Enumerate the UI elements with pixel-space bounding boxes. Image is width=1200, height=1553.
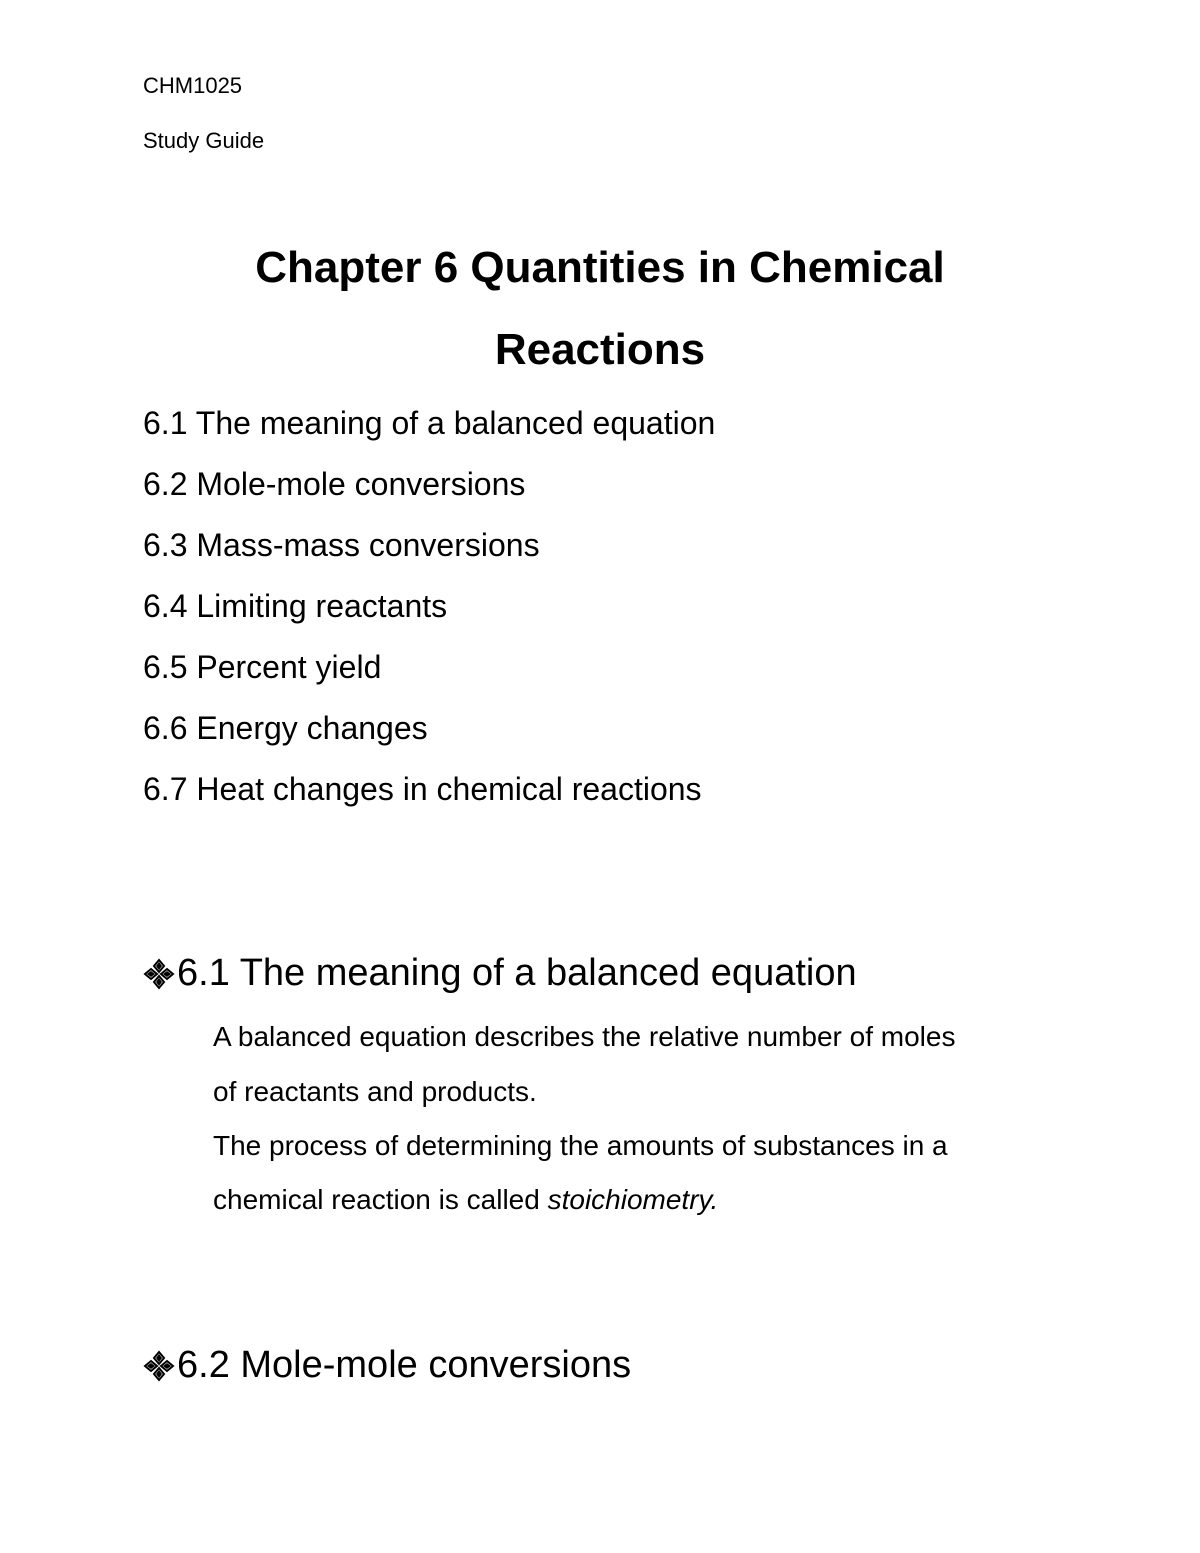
toc-item: 6.4 Limiting reactants xyxy=(143,588,448,624)
toc-item: 6.6 Energy changes xyxy=(143,710,428,746)
document-type: Study Guide xyxy=(143,128,265,153)
chapter-title-line-1: Chapter 6 Quantities in Chemical xyxy=(255,243,945,292)
course-code: CHM1025 xyxy=(143,73,243,98)
four-diamond-icon xyxy=(143,958,175,990)
paragraph-line xyxy=(213,1184,718,1216)
toc-item: 6.1 The meaning of a balanced equation xyxy=(143,405,716,441)
paragraph-text: chemical reaction is called xyxy=(213,1184,548,1215)
section-heading-6-1 xyxy=(143,952,857,995)
toc-item: 6.5 Percent yield xyxy=(143,649,382,685)
emphasized-term: stoichiometry. xyxy=(547,1184,719,1215)
paragraph-line: of reactants and products. xyxy=(213,1076,537,1107)
toc-item: 6.7 Heat changes in chemical reactions xyxy=(143,771,702,807)
section-heading-text: 6.1 The meaning of a balanced equation xyxy=(177,952,857,994)
section-heading-6-2 xyxy=(143,1344,631,1387)
chapter-title-line-2: Reactions xyxy=(494,325,706,374)
toc-item: 6.2 Mole-mole conversions xyxy=(143,466,526,502)
paragraph-line: The process of determining the amounts of substances in a xyxy=(213,1130,948,1161)
paragraph-line: A balanced equation describes the relative number of moles xyxy=(213,1021,956,1052)
section-heading-text: 6.2 Mole-mole conversions xyxy=(177,1344,632,1386)
four-diamond-icon xyxy=(143,1350,175,1382)
toc-item: 6.3 Mass-mass conversions xyxy=(143,527,540,563)
